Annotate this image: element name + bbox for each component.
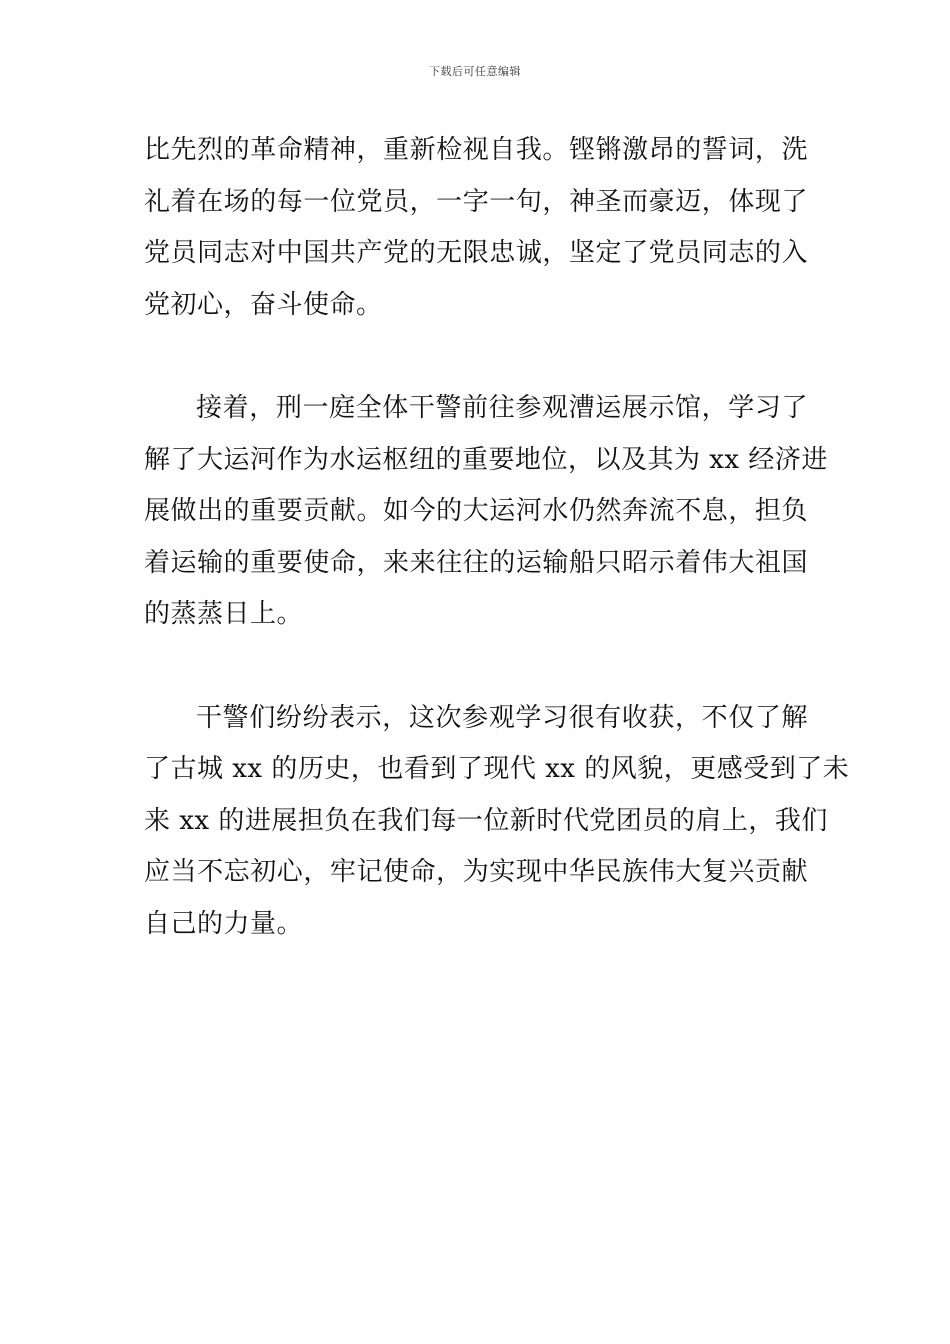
- paragraph-line: 了古城 xx 的历史，也看到了现代 xx 的风貌，更感受到了未: [144, 754, 850, 784]
- paragraph-line: 接着，刑一庭全体干警前往参观漕运展示馆，学习了: [196, 393, 808, 423]
- page-header: 下载后可任意编辑: [429, 65, 521, 78]
- paragraph-line: 礼着在场的每一位党员，一字一句，神圣而豪迈，体现了: [144, 186, 808, 217]
- paragraph-line: 的蒸蒸日上。: [144, 599, 304, 629]
- paragraph-line: 党员同志对中国共产党的无限忠诚，坚定了党员同志的入: [144, 238, 808, 268]
- paragraph-line: 着运输的重要使命，来来往往的运输船只昭示着伟大祖国: [144, 547, 808, 578]
- paragraph-line: 自己的力量。: [144, 908, 304, 939]
- paragraph-line: 干警们纷纷表示，这次参观学习很有收获，不仅了解: [196, 702, 808, 733]
- document-body: [144, 125, 850, 950]
- paragraph-line: 展做出的重要贡献。如今的大运河水仍然奔流不息，担负: [144, 496, 808, 526]
- paragraph-line: 来 xx 的进展担负在我们每一位新时代党团员的肩上，我们: [144, 805, 828, 836]
- paragraph-line: 解了大运河作为水运枢纽的重要地位，以及其为 xx 经济进: [144, 444, 828, 475]
- paragraph-2: [144, 383, 828, 641]
- paragraph-line: 党初心，奋斗使命。: [144, 289, 383, 320]
- paragraph-line: 比先烈的革命精神，重新检视自我。铿锵激昂的誓词，洗: [144, 135, 808, 165]
- paragraph-line: 应当不忘初心，牢记使命，为实现中华民族伟大复兴贡献: [144, 857, 808, 887]
- paragraph-3: [144, 693, 850, 951]
- paragraph-1: [144, 125, 808, 331]
